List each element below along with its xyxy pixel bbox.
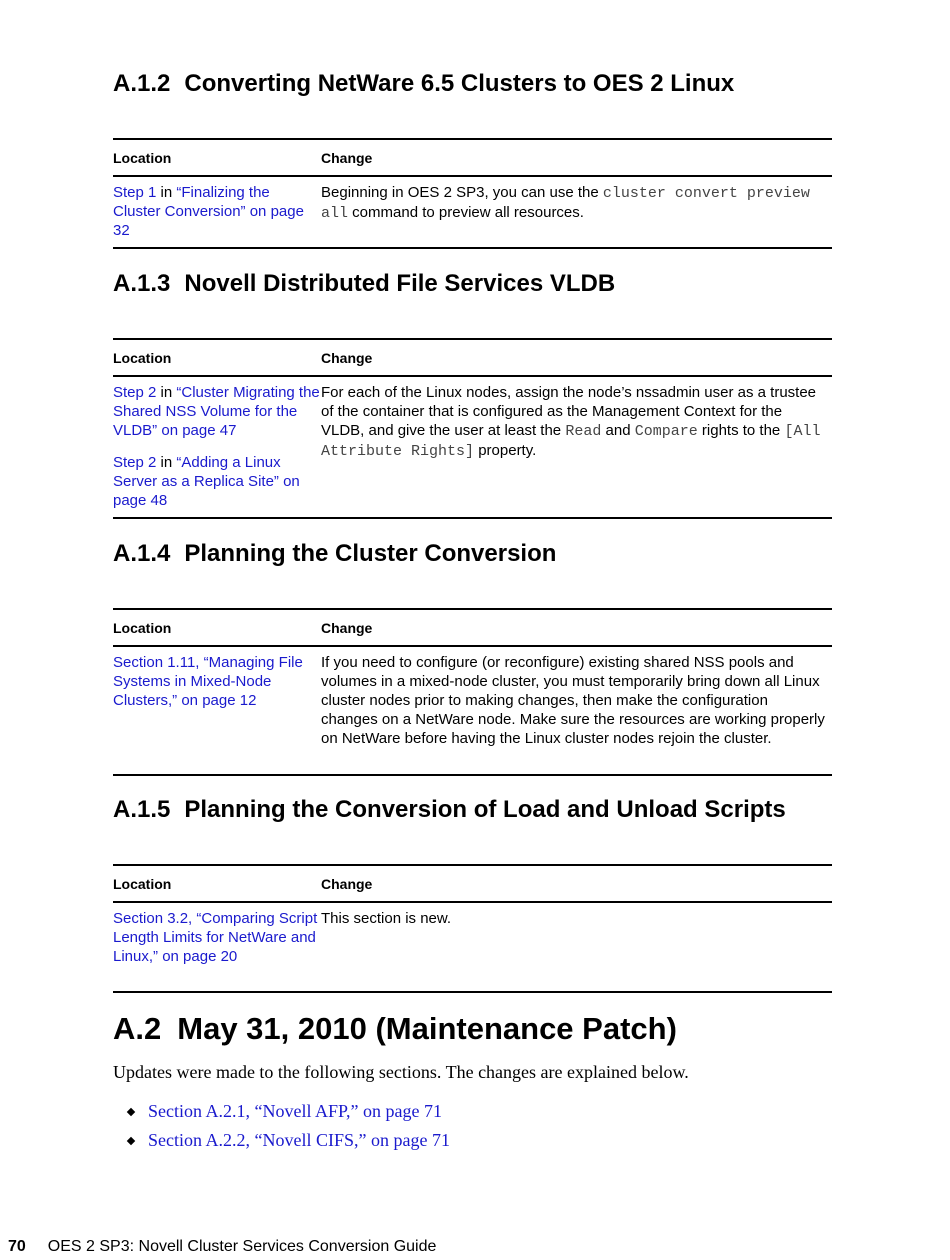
change-text: For each of the Linux nodes, assign the node’s nssadmin user as a trustee of the container that is configured as the Management Context for the VLDB, and give the user at least the <box>321 384 817 439</box>
column-header-location: Location <box>113 349 172 366</box>
step-link[interactable]: Step 1 <box>113 184 157 201</box>
section-reference-link[interactable]: “Cluster Migrating the Shared NSS Volume for the VLDB” on page 47 <box>113 384 320 439</box>
change-table-a-1-4 <box>113 608 832 776</box>
table-header <box>113 340 832 377</box>
section-number: A.1.3 <box>113 270 171 297</box>
table-row <box>113 903 832 991</box>
change-text: rights to the <box>697 422 785 439</box>
section-link-list <box>128 1097 450 1155</box>
section-heading-a-1-3 <box>113 270 615 298</box>
link-connector: in <box>156 384 177 401</box>
section-heading-a-1-4 <box>113 540 556 568</box>
section-link[interactable]: Section A.2.2, “Novell CIFS,” on page 71 <box>148 1130 450 1150</box>
change-text: command to preview all resources. <box>348 204 584 221</box>
section-title: Novell Distributed File Services VLDB <box>184 270 616 297</box>
change-cell <box>321 383 832 511</box>
guide-title: OES 2 SP3: Novell Cluster Services Conversion Guide <box>47 1238 437 1255</box>
diamond-bullet-icon <box>127 1136 135 1144</box>
section-reference-link[interactable]: Section 3.2, “Comparing Script Length Limits for NetWare and Linux,” on page 20 <box>113 910 318 965</box>
section-link[interactable]: Section A.2.1, “Novell AFP,” on page 71 <box>148 1101 442 1121</box>
change-text: Beginning in OES 2 SP3, you can use the <box>321 184 603 201</box>
column-header-change: Change <box>321 349 373 366</box>
table-row <box>113 647 832 774</box>
step-link[interactable]: Step 2 <box>113 384 157 401</box>
table-header <box>113 610 832 647</box>
change-text: and <box>601 422 635 439</box>
location-cell <box>113 653 321 768</box>
main-heading-a-2 <box>113 1011 677 1047</box>
change-table-a-1-3 <box>113 338 832 519</box>
table-header <box>113 140 832 177</box>
section-number: A.1.2 <box>113 70 171 97</box>
section-title: May 31, 2010 (Maintenance Patch) <box>177 1011 677 1046</box>
rights-code-compare: Compare <box>634 423 698 440</box>
section-title: Planning the Cluster Conversion <box>184 540 557 567</box>
table-header <box>113 866 832 903</box>
list-item <box>128 1097 450 1126</box>
rights-code-read: Read <box>565 423 602 440</box>
command-code: cluster convert preview all <box>321 185 810 222</box>
change-cell <box>321 183 832 241</box>
change-table-a-1-5 <box>113 864 832 993</box>
location-cell <box>113 183 321 241</box>
location-cell <box>113 909 321 985</box>
intro-paragraph: Updates were made to the following sections. The changes are explained below. <box>113 1062 689 1082</box>
page-footer <box>8 1238 436 1256</box>
section-title: Converting NetWare 6.5 Clusters to OES 2 Linux <box>184 70 735 97</box>
list-item <box>128 1126 450 1155</box>
section-number: A.1.4 <box>113 540 171 567</box>
table-row <box>113 377 832 517</box>
section-reference-link[interactable]: “Finalizing the Cluster Conversion” on page 32 <box>113 184 304 239</box>
section-number: A.1.5 <box>113 796 171 823</box>
change-cell: This section is new. <box>321 910 452 927</box>
column-header-location: Location <box>113 619 172 636</box>
section-reference-link[interactable]: Section 1.11, “Managing File Systems in Mixed-Node Clusters,” on page 12 <box>113 654 303 709</box>
column-header-change: Change <box>321 875 373 892</box>
table-row <box>113 177 832 247</box>
page-number: 70 <box>8 1238 26 1255</box>
column-header-location: Location <box>113 875 172 892</box>
link-connector: in <box>156 454 177 471</box>
section-heading-a-1-2 <box>113 70 734 98</box>
section-reference-link[interactable]: “Adding a Linux Server as a Replica Site” on page 48 <box>113 454 300 509</box>
diamond-bullet-icon <box>127 1107 135 1115</box>
section-number: A.2 <box>113 1011 162 1046</box>
change-text: property. <box>474 442 537 459</box>
section-heading-a-1-5 <box>113 796 786 824</box>
column-header-change: Change <box>321 149 373 166</box>
section-title: Planning the Conversion of Load and Unload Scripts <box>184 796 786 823</box>
change-table-a-1-2 <box>113 138 832 249</box>
column-header-location: Location <box>113 149 172 166</box>
step-link[interactable]: Step 2 <box>113 454 157 471</box>
link-connector: in <box>156 184 177 201</box>
change-cell: If you need to configure (or reconfigure) existing shared NSS pools and volumes in a mixed-node cluster, you must temporarily bring down all Linux cluster nodes prior to making changes, then make the configuration changes on a NetWare node. Make sure the resources are working properly on NetWare before having the Linux cluster nodes rejoin the cluster. <box>321 654 825 747</box>
location-cell <box>113 383 321 511</box>
rights-code-all-attribute: [All Attribute Rights] <box>321 423 821 460</box>
column-header-change: Change <box>321 619 373 636</box>
